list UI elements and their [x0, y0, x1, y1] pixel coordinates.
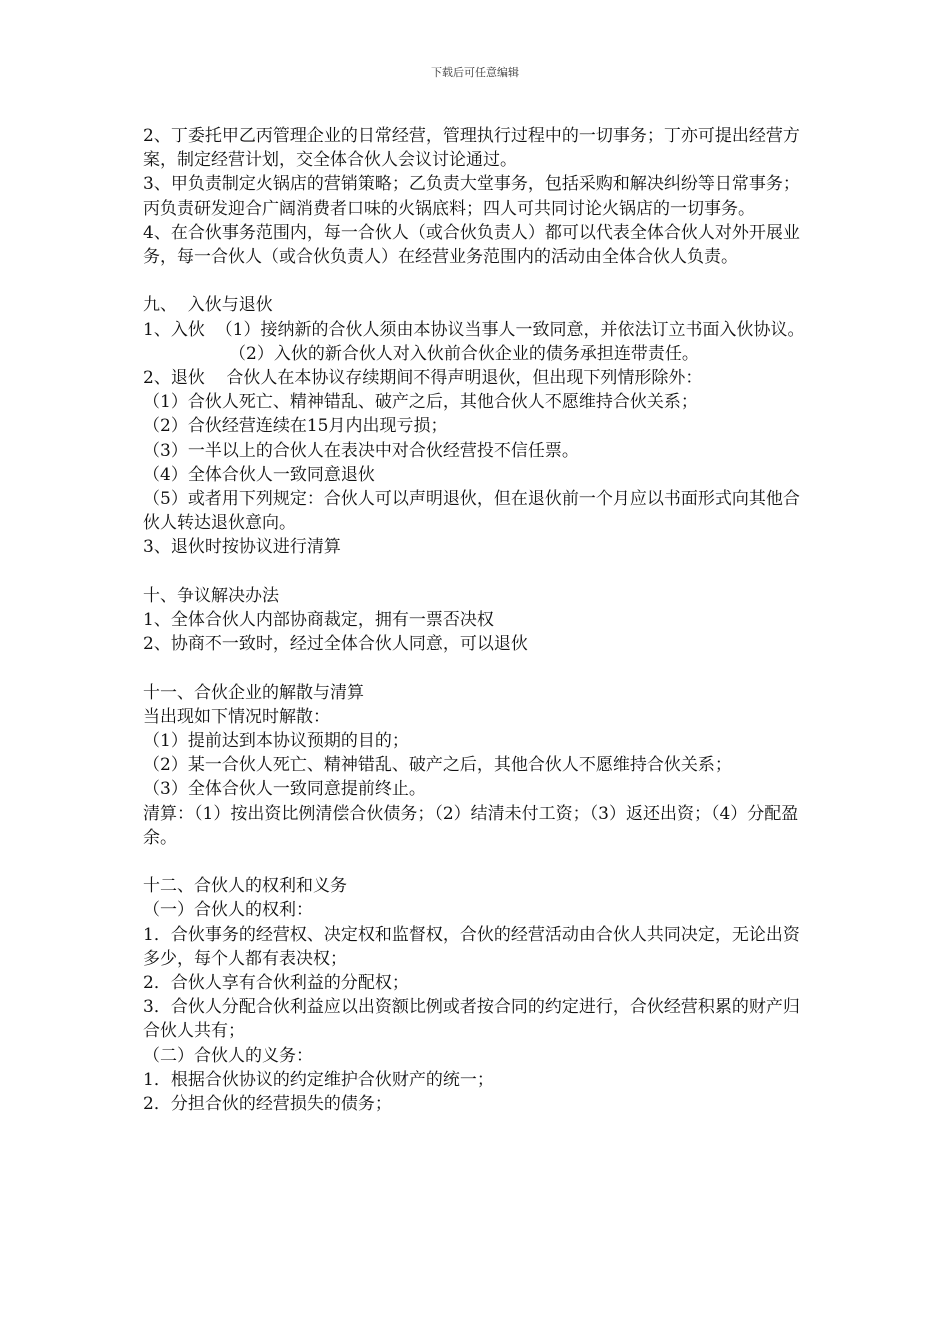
list-item: 1．合伙事务的经营权、决定权和监督权，合伙的经营活动由合伙人共同决定，无论出资多少，每个人都有表决权；	[143, 924, 800, 969]
blank-line	[143, 269, 813, 293]
blank-line	[143, 560, 813, 584]
paragraph: 4、在合伙事务范围内，每一合伙人（或合伙负责人）都可以代表全体合伙人对外开展业务，每一合伙人（或合伙负责人）在经营业务范围内的活动由全体合伙人负责。	[143, 222, 800, 268]
paragraph: 当出现如下情况时解散：	[143, 706, 330, 727]
subheading: （二）合伙人的义务：	[143, 1045, 313, 1066]
paragraph: 清算：（1）按出资比例清偿合伙债务；（2）结清未付工资；（3）返还出资；（4）分配盈余。	[143, 803, 799, 848]
list-item: （4）全体合伙人一致同意退伙	[143, 464, 375, 485]
paragraph: 1、入伙 （1）接纳新的合伙人须由本协议当事人一致同意，并依法订立书面入伙协议。	[143, 319, 805, 340]
list-item: （1）合伙人死亡、精神错乱、破产之后，其他合伙人不愿维持合伙关系；	[143, 392, 698, 413]
list-item: （3）全体合伙人一致同意提前终止。	[143, 779, 426, 800]
list-item: 1．根据合伙协议的约定维护合伙财产的统一；	[143, 1069, 494, 1090]
list-item: （5）或者用下列规定：合伙人可以声明退伙，但在退伙前一个月应以书面形式向其他合伙人转达退伙意向。	[143, 489, 800, 534]
section-heading: 十、争议解决办法	[143, 585, 279, 606]
list-item: 3．合伙人分配合伙利益应以出资额比例或者按合同的约定进行，合伙经营积累的财产归合伙人共有；	[143, 997, 800, 1042]
section-heading: 九、 入伙与退伙	[143, 295, 273, 316]
section-heading: 十一、合伙企业的解散与清算	[143, 682, 364, 703]
blank-line	[143, 850, 813, 874]
list-item: （2）合伙经营连续在15月内出现亏损；	[143, 416, 448, 437]
paragraph: 3、甲负责制定火锅店的营销策略；乙负责大堂事务，包括采购和解决纠纷等日常事务；丙负责研发迎合广阔消费者口味的火锅底料；四人可共同讨论火锅店的一切事务。	[143, 174, 800, 219]
paragraph: 2、退伙 合伙人在本协议存续期间不得声明退伙，但出现下列情形除外：	[143, 368, 703, 389]
list-item: （2）某一合伙人死亡、精神错乱、破产之后，其他合伙人不愿维持合伙关系；	[143, 755, 732, 776]
blank-line	[143, 656, 813, 680]
document-body	[143, 124, 813, 1116]
paragraph: 3、退伙时按协议进行清算	[143, 537, 341, 558]
subheading: （一）合伙人的权利：	[143, 900, 313, 921]
section-heading: 十二、合伙人的权利和义务	[143, 876, 347, 897]
list-item: 2．分担合伙的经营损失的债务；	[143, 1094, 392, 1115]
paragraph: 2、协商不一致时，经过全体合伙人同意，可以退伙	[143, 634, 528, 655]
page-header: 下载后可任意编辑	[431, 66, 519, 79]
list-item: （3）一半以上的合伙人在表决中对合伙经营投不信任票。	[143, 440, 579, 461]
paragraph: 2、丁委托甲乙丙管理企业的日常经营，管理执行过程中的一切事务；丁亦可提出经营方案，制定经营计划，交全体合伙人会议讨论通过。	[143, 126, 800, 171]
list-item: 2．合伙人享有合伙利益的分配权；	[143, 973, 409, 994]
list-item: （1）提前达到本协议预期的目的；	[143, 731, 409, 752]
paragraph: （2）入伙的新合伙人对入伙前合伙企业的债务承担连带责任。	[229, 343, 699, 364]
paragraph: 1、全体合伙人内部协商裁定，拥有一票否决权	[143, 610, 494, 631]
